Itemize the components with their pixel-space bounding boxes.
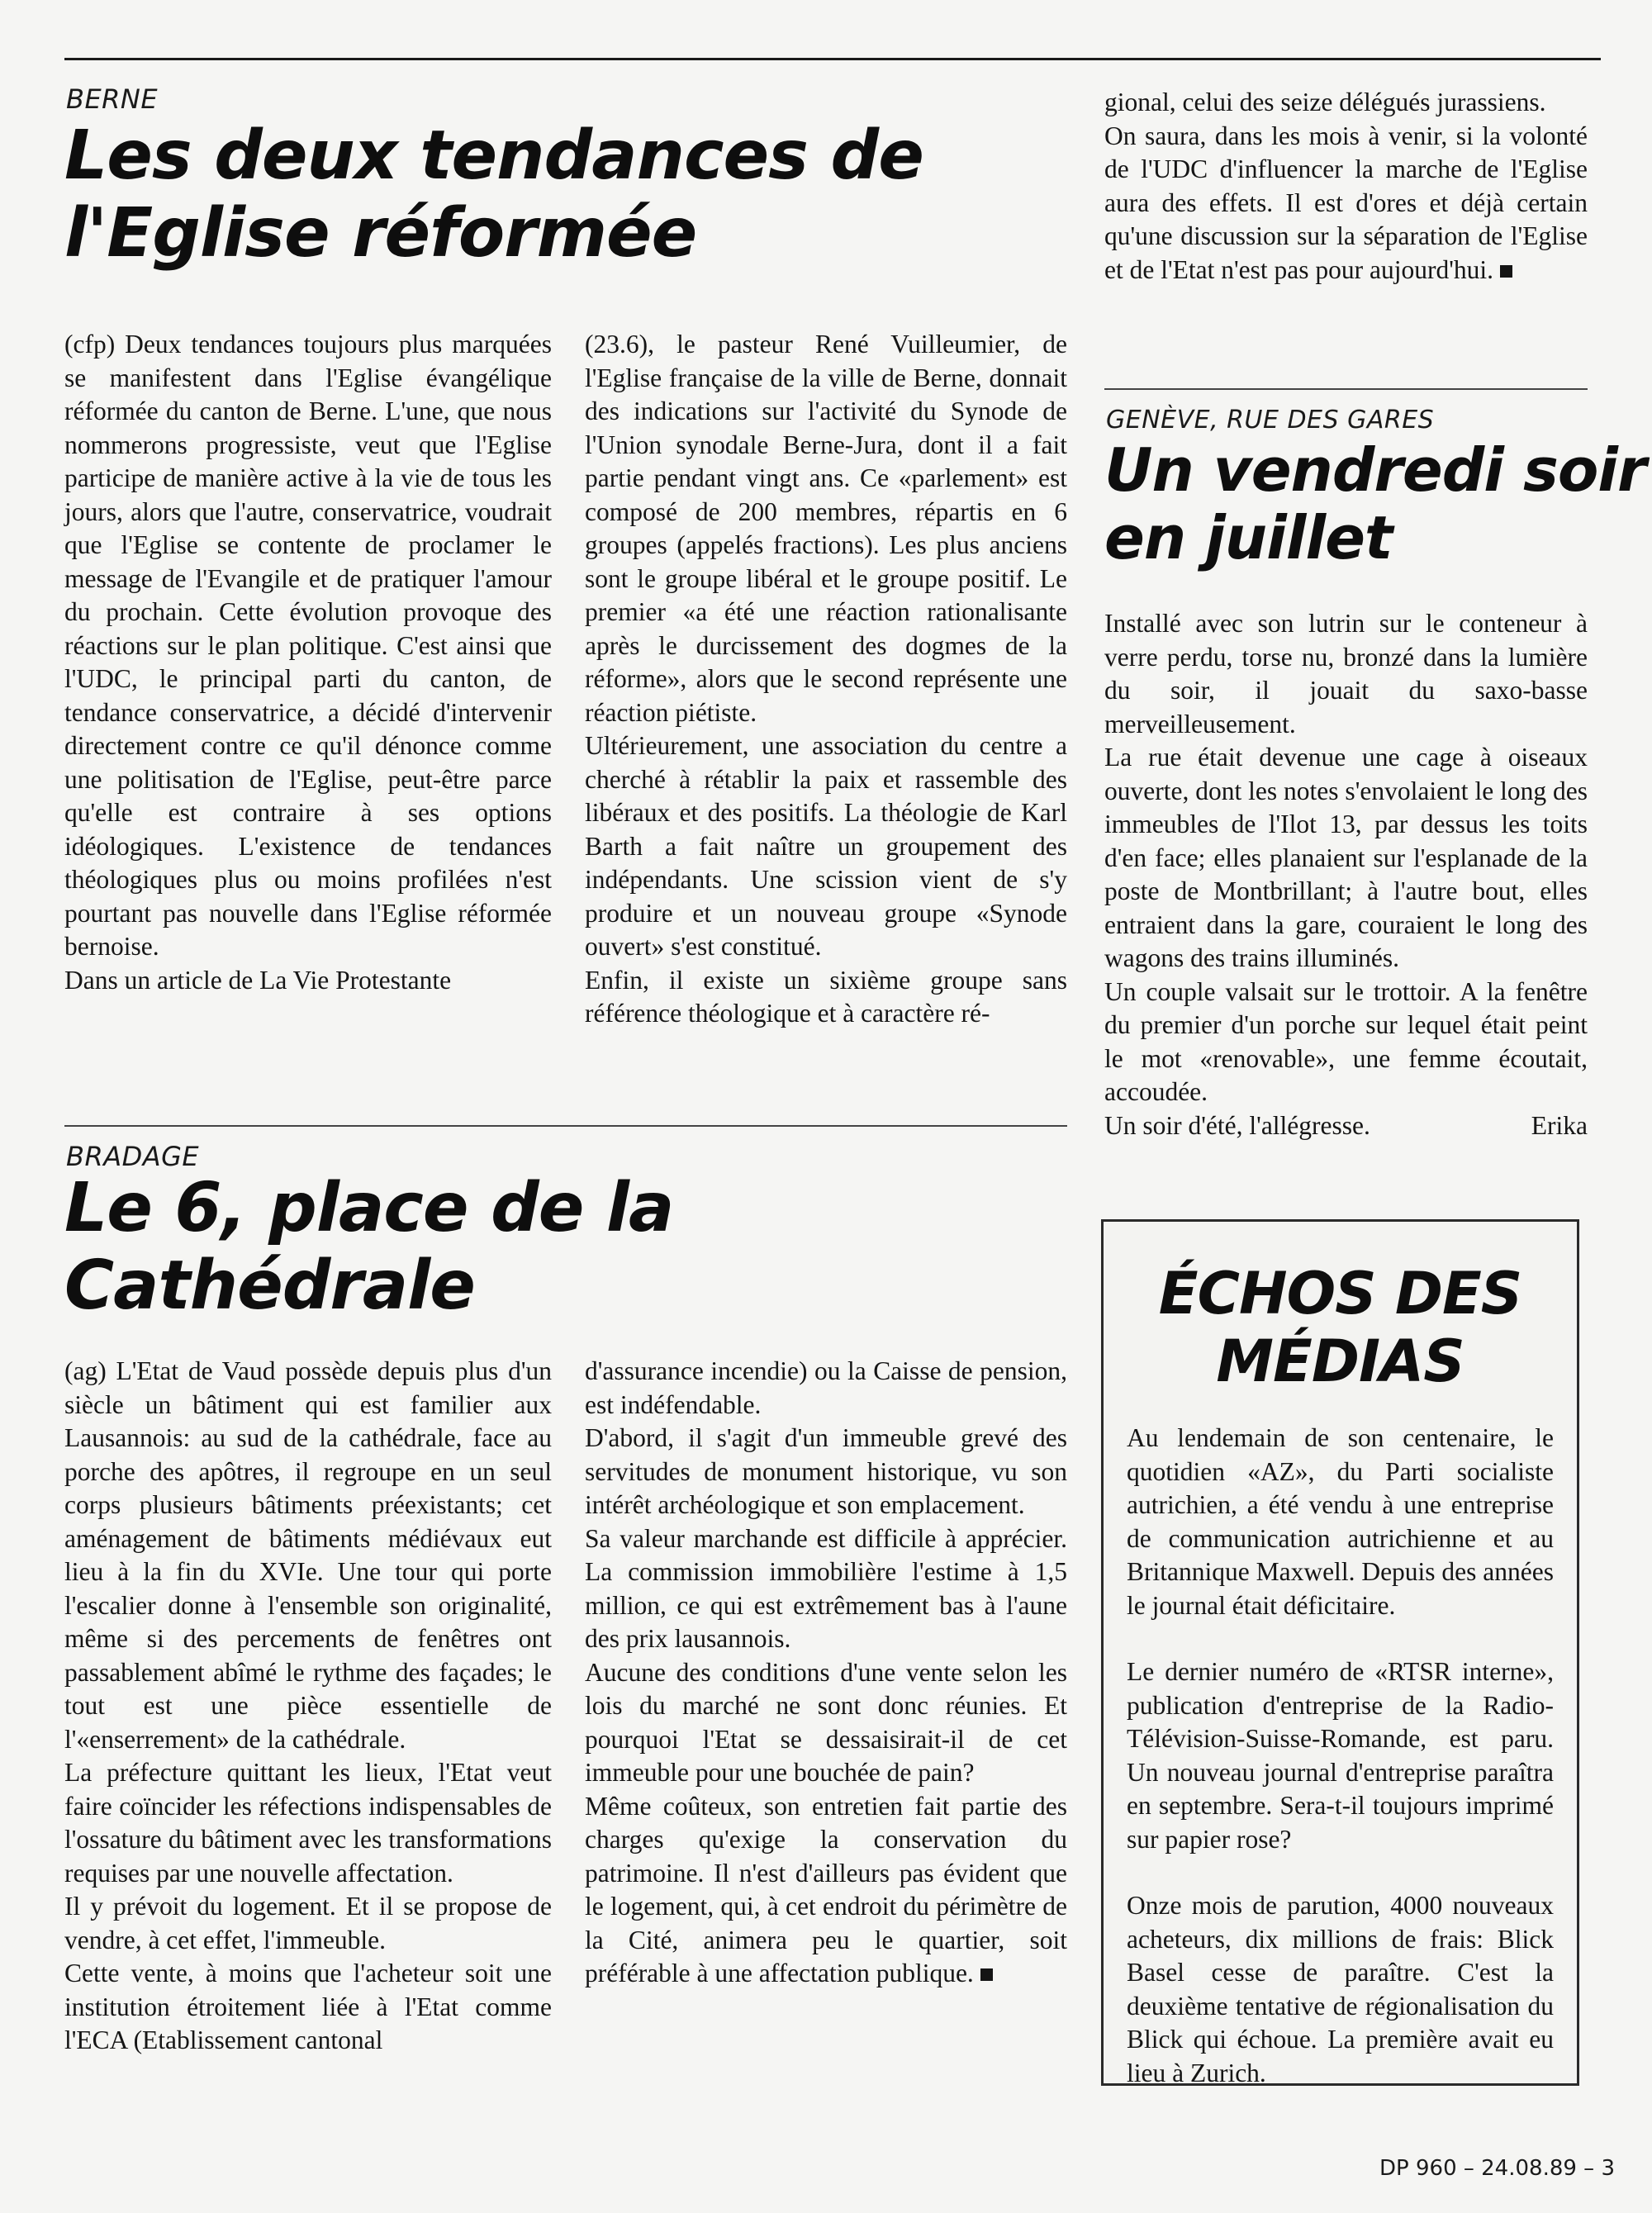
article1-paragraph: Ultérieurement, une association du centre a cherché à rétablir la paix et rassemble des libéraux et des positifs. La théologie de Karl Barth a fait naître un groupement des indépendants. Une scission vient de s'y produire et un nouveau groupe «Synode ouvert» s'est constitué. — [585, 731, 1067, 961]
article3-paragraph: D'abord, il s'agit d'un immeuble grevé des servitudes de monument historique, vu son intérêt archéologique et son emplacement. — [585, 1423, 1067, 1519]
section-rule — [64, 1125, 1067, 1127]
article1-paragraph: (cfp) Deux tendances toujours plus marquées se manifestent dans l'Eglise évangélique réformée du canton de Berne. L'une, que nous nommerons progressiste, veut que l'Eglise participe de manière active à la vie de tous les jours, alors que l'autre, conservatrice, voudrait que l'Eglise se contente de proclamer le message de l'Evangile et de pratiquer l'amour du prochain. Cette évolution provoque des réactions sur le plan politique. C'est ainsi que l'UDC, le principal parti du canton, de tendance conservatrice, a décidé d'intervenir directement contre ce qu'il dénonce comme une politisation de l'Eglise, peut-être parce qu'elle est contraire à ses options idéologiques. L'existence de tendances théologiques plus ou moins profilées n'est pourtant pas nouvelle dans l'Eglise réformée bernoise. — [64, 330, 552, 961]
article2-title-line: en juillet — [1104, 503, 1393, 572]
article2-author: Erika — [1531, 1110, 1588, 1140]
article2-paragraph: Un couple valsait sur le trottoir. A la fenêtre du premier d'un porche sur lequel était peint le mot «renovable», une femme écoutait, accoudée. — [1104, 976, 1588, 1106]
article3-title-line: Cathédrale — [64, 1247, 475, 1325]
sidebar-title — [1104, 1260, 1577, 1395]
article1-title-line: Les deux tendances de — [64, 116, 923, 195]
top-rule — [64, 58, 1601, 60]
article1-column-2 — [585, 328, 1067, 1031]
article1-column-3 — [1104, 86, 1588, 287]
article2-title — [1104, 436, 1645, 572]
article2-body — [1104, 607, 1588, 1142]
article3-title-line: Le 6, place de la — [64, 1169, 674, 1247]
article1-column-1 — [64, 328, 552, 997]
article1-kicker: BERNE — [66, 83, 159, 115]
article1-paragraph: gional, celui des seize délégués jurassiens. — [1104, 88, 1546, 116]
sidebar-paragraph: Le dernier numéro de «RTSR interne», publication d'entreprise de la Radio-Télévision-Suisse-Romande, est paru. Un nouveau journal d'entreprise paraîtra en septembre. Sera-t-il toujours imprimé sur papier rose? — [1127, 1657, 1554, 1854]
sidebar-paragraph: Onze mois de parution, 4000 nouveaux acheteurs, dix millions de frais: Blick Basel cesse de paraître. C'est la deuxième tentative de régionalisation du Blick qui échoue. La première avait eu lieu à Zurich. — [1127, 1891, 1554, 2087]
article3-paragraph: d'assurance incendie) ou la Caisse de pension, est indéfendable. — [585, 1356, 1067, 1419]
article1-paragraph: Enfin, il existe un sixième groupe sans référence théologique et à caractère ré- — [585, 965, 1067, 1028]
article3-column-1 — [64, 1355, 552, 2058]
article3-kicker: BRADAGE — [66, 1141, 200, 1172]
article3-paragraph: Sa valeur marchande est difficile à apprécier. La commission immobilière l'estime à 1,5 million, ce qui est extrêmement bas à l'aune des prix lausannois. — [585, 1523, 1067, 1653]
article1-paragraph: (23.6), le pasteur René Vuilleumier, de l'Eglise française de la ville de Berne, donnait des indications sur l'activité du Synode de l'Union synodale Berne-Jura, dont il a fait partie pendant vingt ans. Ce «parlement» est composé de 200 membres, répartis en 6 groupes (appelés fractions). Les plus anciens sont le groupe libéral et le groupe positif. Le premier «a été une réaction rationalisante après le durcissement des dogmes de la réforme», alors que le second représente une réaction piétiste. — [585, 330, 1067, 727]
article3-title — [64, 1170, 673, 1325]
article1-paragraph: On saura, dans les mois à venir, si la volonté de l'UDC d'influencer la marche de l'Eglise aura des effets. Il est d'ores et déjà certain qu'une discussion sur la séparation de l'Eglise et de l'Etat n'est pas pour aujourd'hui. — [1104, 121, 1588, 284]
article2-paragraph: La rue était devenue une cage à oiseaux ouverte, dont les notes s'envolaient le long des immeubles de l'Ilot 13, par dessus les toits d'en face; elles planaient sur l'esplanade de la poste de Montbrillant; à l'autre bout, elles entraient dans la gare, couraient le long des wagons des trains illuminés. — [1104, 743, 1588, 972]
article2-kicker: GENÈVE, RUE DES GARES — [1106, 406, 1435, 435]
article1-paragraph: Dans un article de La Vie Protestante — [64, 965, 452, 995]
sidebar-paragraph: Au lendemain de son centenaire, le quotidien «AZ», du Parti socialiste autrichien, a été vendu à une entreprise de communication autrichienne et au Britannique Maxwell. Depuis des années le journal était déficitaire. — [1127, 1423, 1554, 1620]
article1-title — [64, 117, 923, 273]
article2-paragraph: Installé avec son lutrin sur le conteneur à verre perdu, torse nu, bronzé dans la lumière du soir, il jouait du saxo-basse merveilleusement. — [1104, 609, 1588, 738]
article3-paragraph: Aucune des conditions d'une vente selon les lois du marché ne sont donc réunies. Et pourquoi l'Etat se dessaisirait-il de cet immeuble pour une bouchée de pain? — [585, 1657, 1067, 1787]
sidebar-body — [1127, 1422, 1554, 2090]
page-footer: DP 960 – 24.08.89 – 3 — [1379, 2156, 1615, 2181]
article3-paragraph: La préfecture quittant les lieux, l'Etat veut faire coïncider les réfections indispensables de l'ossature du bâtiment avec les transformations requises par une nouvelle affectation. — [64, 1758, 552, 1888]
article2-closing: Un soir d'été, l'allégresse. — [1104, 1110, 1370, 1140]
end-mark-icon — [980, 1968, 993, 1981]
article2-signature — [1104, 1109, 1588, 1143]
article1-title-line: l'Eglise réformée — [64, 194, 697, 273]
article3-paragraph: Cette vente, à moins que l'acheteur soit une institution étroitement liée à l'Etat comme l'ECA (Etablissement cantonal — [64, 1959, 552, 2054]
end-mark-icon — [1500, 265, 1512, 278]
article3-paragraph: Même coûteux, son entretien fait partie des charges qu'exige la conservation du patrimoine. Il n'est d'ailleurs pas évident que le logement, qui, à cet endroit du périmètre de la Cité, animera peu le quartier, soit préférable à une affectation publique. — [585, 1791, 1067, 1987]
article3-paragraph: (ag) L'Etat de Vaud possède depuis plus d'un siècle un bâtiment qui est familier aux Lausannois: au sud de la cathédrale, face au porche des apôtres, il regroupe en un seul corps plusieurs bâtiments préexistants; cet aménagement de bâtiments médiévaux eut lieu à la fin du XVIe. Une tour qui porte l'escalier donne à l'ensemble son originalité, même si des percements de fenêtres ont passablement abîmé le rythme des façades; le tout est une pièce essentielle de l'«enserrement» de la cathédrale. — [64, 1356, 552, 1754]
sidebar-title-line: ÉCHOS DES — [1158, 1260, 1522, 1327]
article2-title-line: Un vendredi soir — [1104, 435, 1646, 505]
article3-paragraph: Il y prévoit du logement. Et il se propose de vendre, à cet effet, l'immeuble. — [64, 1892, 552, 1954]
article3-column-2 — [585, 1355, 1067, 1991]
sidebar-title-line: MÉDIAS — [1216, 1327, 1464, 1395]
echos-des-medias-box — [1101, 1219, 1579, 2086]
section-rule — [1104, 388, 1588, 390]
